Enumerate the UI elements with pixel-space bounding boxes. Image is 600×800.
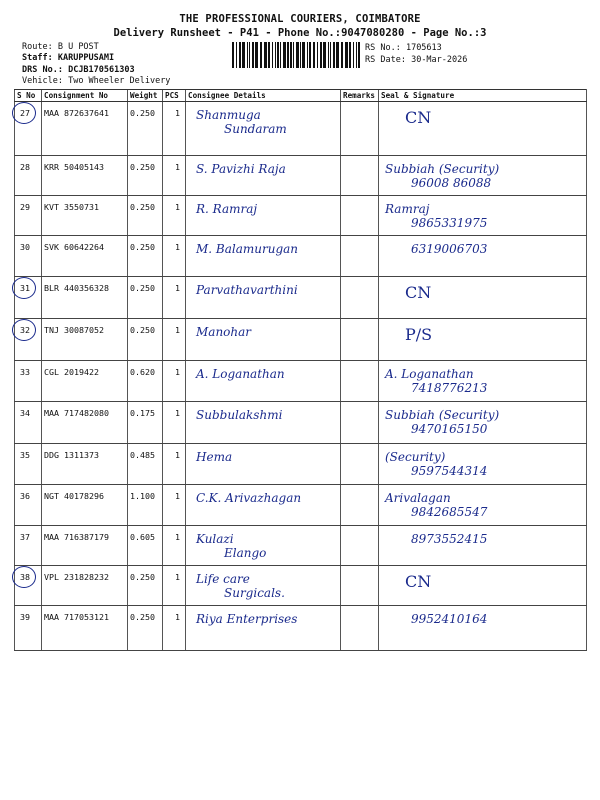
cell-pcs: 1 — [163, 526, 186, 566]
signature-line1: Subbiah (Security) — [385, 162, 500, 176]
cell-signature — [379, 156, 587, 196]
cell-remarks — [341, 277, 379, 319]
sno-value: 32 — [20, 325, 30, 335]
cell-sno — [15, 606, 42, 651]
cell-consignee — [186, 236, 341, 277]
consignee-name: Kulazi — [196, 532, 234, 546]
signature-line1: Ramraj — [385, 202, 430, 216]
cell-weight: 0.250 — [128, 606, 163, 651]
table-row — [15, 526, 587, 566]
cell-consignee — [186, 361, 341, 402]
cell-signature — [379, 444, 587, 485]
cell-pcs: 1 — [163, 102, 186, 156]
staff-label: Staff: — [22, 53, 53, 63]
cell-consignment: SVK 60642264 — [42, 236, 128, 277]
barcode-bar — [280, 42, 281, 68]
barcode-bar — [356, 42, 357, 68]
cell-consignment: CGL 2019422 — [42, 361, 128, 402]
barcode-bar — [341, 42, 343, 68]
cell-sno — [15, 526, 42, 566]
cell-remarks — [341, 156, 379, 196]
circle-mark — [12, 566, 36, 588]
col-remarks: Remarks — [341, 90, 379, 102]
barcode-bar — [272, 42, 273, 68]
cell-consignee — [186, 196, 341, 236]
cell-signature — [379, 319, 587, 361]
cell-consignment: KVT 3550731 — [42, 196, 128, 236]
cell-weight: 0.250 — [128, 196, 163, 236]
barcode-bar — [255, 42, 258, 68]
barcode-bar — [247, 42, 248, 68]
barcode-bar — [358, 42, 360, 68]
cell-remarks — [341, 236, 379, 277]
cell-consignment: NGT 40178296 — [42, 485, 128, 526]
cell-weight: 0.620 — [128, 361, 163, 402]
cell-consignment: TNJ 30087052 — [42, 319, 128, 361]
consignee-name: Subbulakshmi — [196, 408, 283, 422]
consignee-name: Shanmuga — [196, 108, 261, 122]
barcode-bar — [283, 42, 286, 68]
sno-value: 27 — [20, 108, 30, 118]
barcode-bar — [290, 42, 292, 68]
sno-value: 33 — [20, 367, 30, 377]
cell-weight: 0.605 — [128, 526, 163, 566]
staff-value: KARUPPUSAMI — [57, 53, 115, 63]
barcode-bar — [293, 42, 294, 68]
cell-remarks — [341, 319, 379, 361]
table-row — [15, 566, 587, 606]
cell-remarks — [341, 361, 379, 402]
cell-sno — [15, 566, 42, 606]
table-row — [15, 156, 587, 196]
cell-consignee — [186, 485, 341, 526]
barcode-bar — [313, 42, 315, 68]
consignee-name-line2: Elango — [224, 546, 267, 560]
cell-signature — [379, 277, 587, 319]
table-row — [15, 196, 587, 236]
sno-value: 38 — [20, 572, 30, 582]
cell-consignment: KRR 50405143 — [42, 156, 128, 196]
consignee-name: A. Loganathan — [196, 367, 285, 381]
sno-value: 37 — [20, 532, 30, 542]
consignee-name: C.K. Arivazhagan — [196, 491, 302, 505]
col-sno: S No — [15, 90, 42, 102]
cell-weight: 0.250 — [128, 102, 163, 156]
cell-weight: 0.175 — [128, 402, 163, 444]
cell-remarks — [341, 196, 379, 236]
cell-consignment: VPL 231828232 — [42, 566, 128, 606]
cell-signature — [379, 361, 587, 402]
col-weight: Weight — [128, 90, 163, 102]
barcode-bar — [264, 42, 267, 68]
cell-pcs: 1 — [163, 485, 186, 526]
barcode-bar — [249, 42, 250, 68]
runsheet-title: Delivery Runsheet - P41 - Phone No.:9047080280 - Page No.:3 — [113, 27, 487, 39]
cell-consignment: DDG 1311373 — [42, 444, 128, 485]
cell-pcs: 1 — [163, 566, 186, 606]
cell-consignment: MAA 872637641 — [42, 102, 128, 156]
cell-weight: 0.250 — [128, 566, 163, 606]
sno-value: 29 — [20, 202, 30, 212]
cell-signature — [379, 566, 587, 606]
drs-line — [22, 65, 135, 75]
cell-weight: 0.250 — [128, 156, 163, 196]
cell-consignee — [186, 156, 341, 196]
col-signature: Seal & Signature — [379, 90, 587, 102]
cell-sno — [15, 196, 42, 236]
route-label: Route: — [22, 42, 53, 52]
cell-consignee — [186, 102, 341, 156]
cell-consignee — [186, 566, 341, 606]
barcode-bar — [349, 42, 351, 68]
signature-line2: 9952410164 — [411, 612, 488, 626]
consignee-name-line2: Sundaram — [224, 122, 287, 136]
drs-label: DRS No.: — [22, 65, 63, 75]
signature-line2: CN — [405, 108, 432, 127]
table-header-row — [15, 90, 587, 102]
consignee-name: M. Balamurugan — [196, 242, 299, 256]
table-row — [15, 606, 587, 651]
cell-sno — [15, 319, 42, 361]
barcode-bar — [307, 42, 308, 68]
sno-value: 28 — [20, 162, 30, 172]
barcode-bar — [239, 42, 241, 68]
signature-line1: (Security) — [385, 450, 446, 464]
cell-consignee — [186, 444, 341, 485]
sno-value: 34 — [20, 408, 30, 418]
sno-value: 30 — [20, 242, 30, 252]
circle-mark — [12, 102, 36, 124]
cell-sno — [15, 444, 42, 485]
cell-pcs: 1 — [163, 444, 186, 485]
cell-consignment: BLR 440356328 — [42, 277, 128, 319]
cell-consignee — [186, 402, 341, 444]
cell-signature — [379, 196, 587, 236]
signature-line2: CN — [405, 283, 432, 302]
barcode-bar — [333, 42, 335, 68]
cell-weight: 1.100 — [128, 485, 163, 526]
cell-signature — [379, 236, 587, 277]
sno-value: 31 — [20, 283, 30, 293]
barcode-bar — [328, 42, 329, 68]
consignee-name: Life care — [196, 572, 250, 586]
signature-line1: Subbiah (Security) — [385, 408, 500, 422]
cell-consignment: MAA 717482080 — [42, 402, 128, 444]
barcode-bar — [268, 42, 270, 68]
cell-pcs: 1 — [163, 361, 186, 402]
table-row — [15, 236, 587, 277]
consignee-name-line2: Surgicals. — [224, 586, 285, 600]
signature-line2: CN — [405, 572, 432, 591]
route-value: B U POST — [57, 42, 99, 52]
cell-pcs: 1 — [163, 402, 186, 444]
cell-weight: 0.250 — [128, 319, 163, 361]
rs-date-label: RS Date: — [365, 55, 406, 65]
barcode-bar — [317, 42, 318, 68]
cell-signature — [379, 402, 587, 444]
cell-signature — [379, 102, 587, 156]
consignee-name: Hema — [196, 450, 233, 464]
signature-line2: 7418776213 — [411, 381, 488, 395]
barcode-bar — [242, 42, 245, 68]
signature-line2: 9470165150 — [411, 422, 488, 436]
table-row — [15, 361, 587, 402]
col-consignee: Consignee Details — [186, 90, 341, 102]
barcode-bar — [336, 42, 339, 68]
cell-signature — [379, 526, 587, 566]
cell-sno — [15, 236, 42, 277]
signature-line1: A. Loganathan — [385, 367, 474, 381]
staff-line — [22, 53, 114, 63]
cell-sno — [15, 485, 42, 526]
sno-value: 39 — [20, 612, 30, 622]
barcode-bar — [275, 42, 276, 68]
vehicle-value: Two Wheeler Delivery — [68, 76, 171, 86]
cell-consignment: MAA 716387179 — [42, 526, 128, 566]
barcode-bar — [320, 42, 322, 68]
circle-mark — [12, 277, 36, 299]
barcode-bar — [232, 42, 234, 68]
delivery-table — [14, 89, 587, 651]
cell-remarks — [341, 566, 379, 606]
table-row — [15, 277, 587, 319]
table-row — [15, 102, 587, 156]
barcode-bar — [236, 42, 237, 68]
signature-line1: P/S — [405, 325, 433, 344]
table-row — [15, 485, 587, 526]
barcode-bar — [323, 42, 326, 68]
signature-line2: 96008 86088 — [411, 176, 492, 190]
sno-value: 35 — [20, 450, 30, 460]
signature-line2: 9865331975 — [411, 216, 488, 230]
cell-consignment: MAA 717053121 — [42, 606, 128, 651]
consignee-name: Manohar — [196, 325, 252, 339]
signature-line2: 8973552415 — [411, 532, 488, 546]
cell-sno — [15, 361, 42, 402]
cell-remarks — [341, 102, 379, 156]
cell-sno — [15, 277, 42, 319]
cell-sno — [15, 156, 42, 196]
barcode-image — [232, 42, 360, 68]
cell-sno — [15, 402, 42, 444]
barcode-bar — [330, 42, 331, 68]
consignee-name: Parvathavarthini — [196, 283, 298, 297]
barcode-bar — [252, 42, 254, 68]
cell-pcs: 1 — [163, 606, 186, 651]
cell-remarks — [341, 526, 379, 566]
vehicle-label: Vehicle: — [22, 76, 63, 86]
barcode-bar — [353, 42, 354, 68]
cell-consignee — [186, 319, 341, 361]
cell-signature — [379, 485, 587, 526]
cell-consignee — [186, 606, 341, 651]
cell-weight: 0.250 — [128, 277, 163, 319]
rs-date-value: 30-Mar-2026 — [411, 55, 468, 65]
circle-mark — [12, 319, 36, 341]
sno-value: 36 — [20, 491, 30, 501]
cell-remarks — [341, 402, 379, 444]
cell-remarks — [341, 444, 379, 485]
rs-date-line — [365, 55, 467, 65]
col-pcs: PCS — [163, 90, 186, 102]
cell-consignee — [186, 526, 341, 566]
vehicle-line — [22, 76, 170, 86]
barcode-bar — [260, 42, 262, 68]
drs-value: DCJB170561303 — [68, 65, 135, 75]
barcode-bar — [277, 42, 279, 68]
cell-remarks — [341, 606, 379, 651]
barcode-bar — [296, 42, 299, 68]
signature-line2: 9842685547 — [411, 505, 488, 519]
barcode-bar — [287, 42, 289, 68]
cell-consignee — [186, 277, 341, 319]
table-row — [15, 444, 587, 485]
cell-pcs: 1 — [163, 196, 186, 236]
route-line — [22, 42, 99, 52]
cell-pcs: 1 — [163, 156, 186, 196]
cell-sno — [15, 102, 42, 156]
cell-remarks — [341, 485, 379, 526]
cell-signature — [379, 606, 587, 651]
cell-weight: 0.485 — [128, 444, 163, 485]
cell-pcs: 1 — [163, 319, 186, 361]
cell-weight: 0.250 — [128, 236, 163, 277]
cell-pcs: 1 — [163, 236, 186, 277]
signature-line2: 6319006703 — [411, 242, 488, 256]
rs-no-line — [365, 43, 442, 53]
consignee-name: R. Ramraj — [196, 202, 258, 216]
cell-pcs: 1 — [163, 277, 186, 319]
barcode-bar — [300, 42, 301, 68]
signature-line2: 9597544314 — [411, 464, 488, 478]
barcode-bar — [309, 42, 311, 68]
table-row — [15, 319, 587, 361]
company-name: THE PROFESSIONAL COURIERS, COIMBATORE — [179, 13, 421, 25]
consignee-name: S. Pavizhi Raja — [196, 162, 286, 176]
col-consignment: Consignment No — [42, 90, 128, 102]
rs-no-label: RS No.: — [365, 43, 401, 53]
rs-no-value: 1705613 — [405, 43, 442, 53]
barcode-bar — [302, 42, 305, 68]
signature-line1: Arivalagan — [385, 491, 451, 505]
barcode-bar — [345, 42, 348, 68]
table-row — [15, 402, 587, 444]
consignee-name: Riya Enterprises — [196, 612, 298, 626]
